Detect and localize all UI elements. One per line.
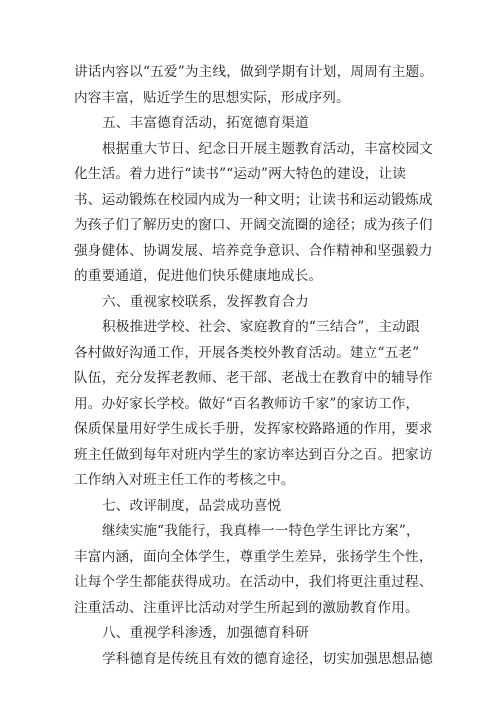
- paragraph-line: 的重要通道，促进他们快乐健康地成长。: [74, 268, 323, 284]
- paragraph-line: 化生活。着力进行“读书”“运动”两大特色的建设，让读: [74, 166, 407, 182]
- paragraph-line: 工作纳入对班主任工作的考核之中。: [74, 472, 295, 488]
- paragraph-line: 内容丰富，贴近学生的思想实际，形成序列。: [74, 89, 350, 106]
- paragraph-line: 强身健体、协调发展、培养竞争意识、合作精神和坚强毅力: [74, 242, 433, 259]
- paragraph-line: 各村做好沟通工作，开展各类校外教育活动。建立“五老”: [74, 344, 420, 361]
- paragraph-line: 用。办好家长学校。做好“百名教师访千家”的家访工作，: [74, 395, 420, 412]
- paragraph-line: 班主任做到每年对班内学生的家访率达到百分之百。把家访: [74, 446, 433, 463]
- paragraph-line: 积极推进学校、社会、家庭教育的“三结合”，主动跟: [102, 319, 420, 335]
- section-heading: 六、重视家校联系，发挥教育合力: [102, 293, 309, 310]
- paragraph-line: 继续实施“我能行，我真棒一一特色学生评比方案”，: [102, 523, 420, 539]
- section-heading: 七、改评制度，品尝成功喜悦: [102, 497, 282, 514]
- paragraph-line: 书、运动锻炼在校园内成为一种文明；让读书和运动锻炼成: [74, 191, 433, 208]
- paragraph-line: 队伍，充分发挥老教师、老干部、老战士在教育中的辅导作: [74, 370, 433, 386]
- paragraph-line: 丰富内涵，面向全体学生，尊重学生差异，张扬学生个性，: [74, 548, 433, 565]
- paragraph-line: 保质保量用好学生成长手册，发挥家校路路通的作用，要求: [74, 421, 433, 437]
- paragraph-line: 根据重大节日、纪念日开展主题教育活动，丰富校园文: [102, 140, 434, 157]
- section-heading: 五、丰富德育活动，拓宽德育渠道: [102, 115, 309, 131]
- section-heading: 八、重视学科渗透，加强德育科研: [102, 625, 309, 641]
- paragraph-line: 为孩子们了解历史的窗口、开阔交流圈的途径；成为孩子们: [74, 217, 433, 233]
- paragraph-line: 讲话内容以“五爱”为主线，做到学期有计划，周周有主题。: [74, 64, 434, 80]
- paragraph-line: 学科德育是传统且有效的德育途径，切实加强思想品德: [102, 650, 434, 667]
- paragraph-line: 让每个学生都能获得成功。在活动中，我们将更注重过程、: [74, 574, 433, 590]
- document-page: [74, 60, 434, 672]
- paragraph-line: 注重活动、注重评比活动对学生所起到的激励教育作用。: [74, 599, 419, 616]
